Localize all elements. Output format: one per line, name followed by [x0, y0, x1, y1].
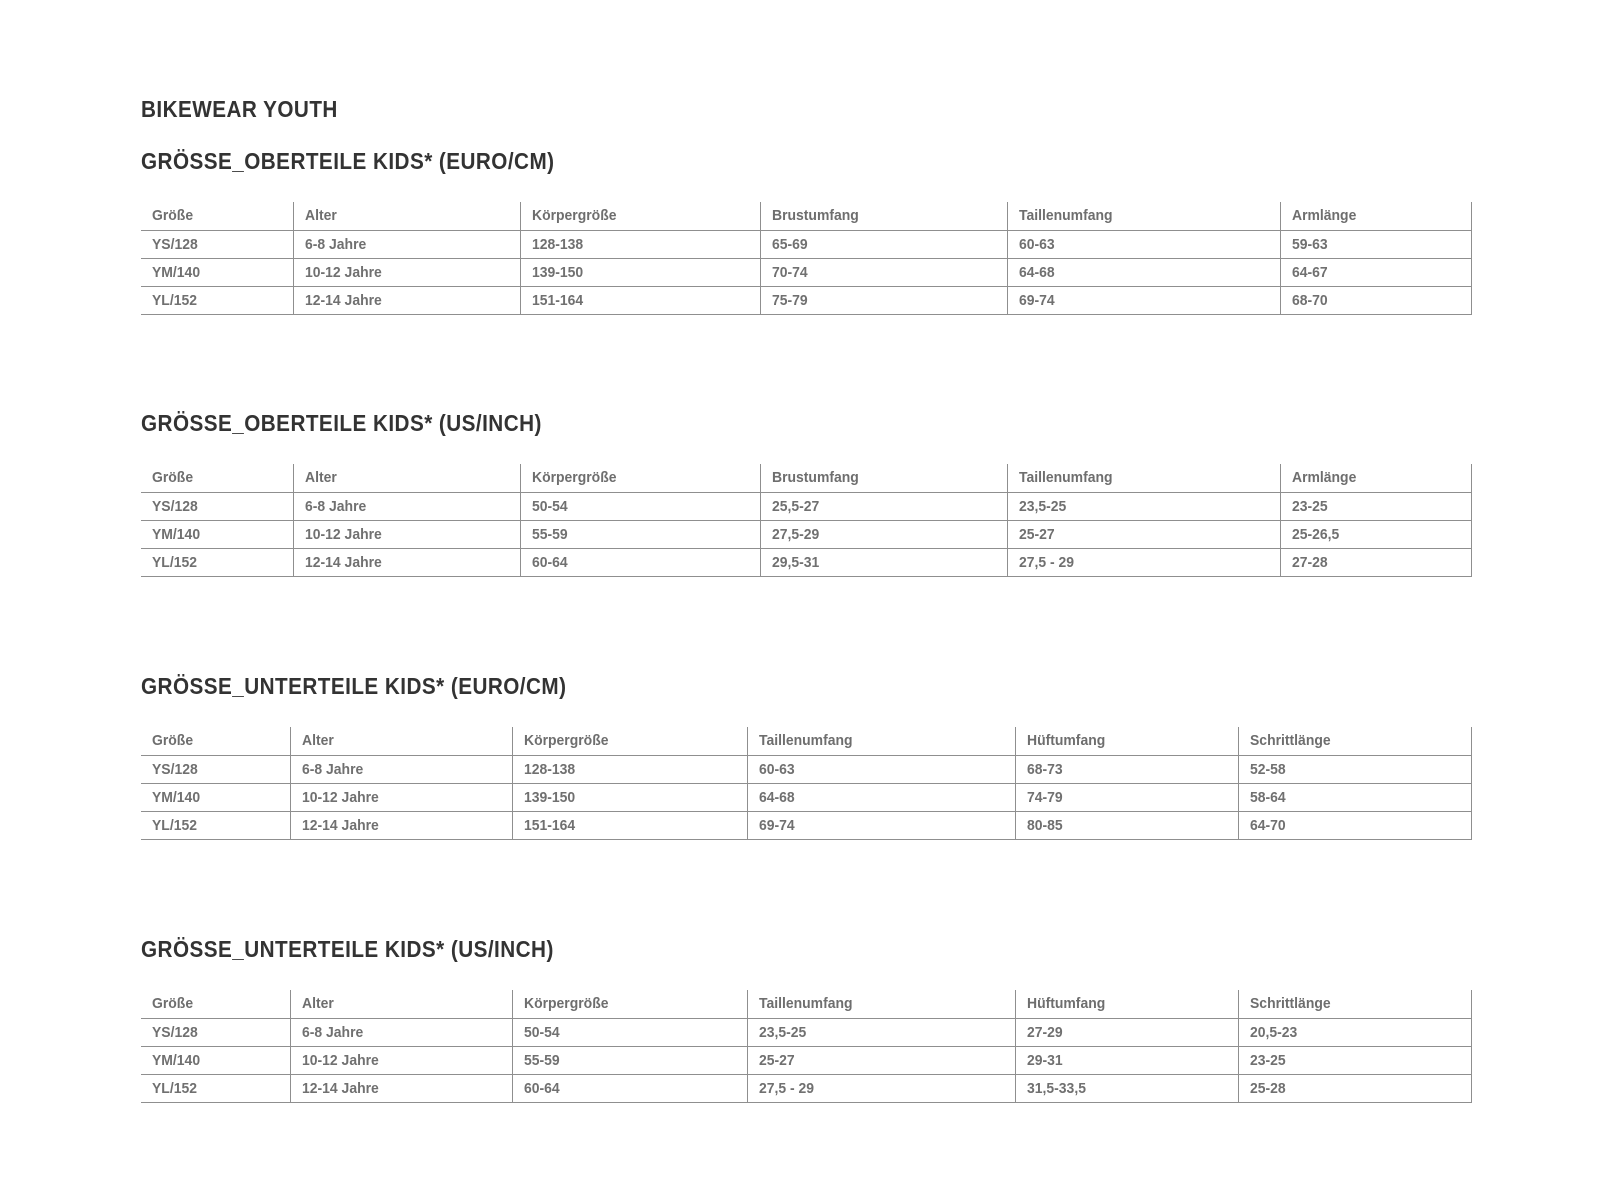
- table-cell: 20,5-23: [1238, 1018, 1471, 1046]
- section-title: GRÖSSE_OBERTEILE KIDS* (EURO/CM): [141, 148, 555, 174]
- table-cell: 69-74: [747, 811, 1015, 839]
- table-cell: 6-8 Jahre: [290, 1018, 512, 1046]
- column-header: Hüftumfang: [1015, 727, 1238, 755]
- table-cell: 12-14 Jahre: [293, 548, 520, 576]
- column-header: Schrittlänge: [1238, 990, 1471, 1018]
- column-header: Größe: [141, 464, 293, 492]
- column-header: Armlänge: [1280, 464, 1471, 492]
- page-title: BIKEWEAR YOUTH: [141, 96, 338, 122]
- table-cell: 60-63: [747, 755, 1015, 783]
- table-cell: 29-31: [1015, 1046, 1238, 1074]
- table-cell: 27,5 - 29: [747, 1074, 1015, 1102]
- table-cell: 59-63: [1280, 230, 1471, 258]
- table-cell: 55-59: [520, 520, 760, 548]
- table-header-row: [141, 990, 1471, 1018]
- column-header: Körpergröße: [512, 727, 747, 755]
- table-row: [141, 258, 1471, 286]
- table-cell: 64-68: [747, 783, 1015, 811]
- table-cell: 12-14 Jahre: [290, 1074, 512, 1102]
- table-cell: 64-70: [1238, 811, 1471, 839]
- table-cell: 50-54: [512, 1018, 747, 1046]
- table-cell: 60-64: [520, 548, 760, 576]
- table-row: [141, 783, 1471, 811]
- column-header: Taillenumfang: [1007, 464, 1280, 492]
- table-cell: 10-12 Jahre: [293, 258, 520, 286]
- table-cell: 151-164: [520, 286, 760, 314]
- column-header: Taillenumfang: [1007, 202, 1280, 230]
- size-table: [141, 727, 1472, 840]
- column-header: Alter: [290, 727, 512, 755]
- table-cell: 6-8 Jahre: [290, 755, 512, 783]
- table-cell: 64-67: [1280, 258, 1471, 286]
- table-header-row: [141, 202, 1471, 230]
- section-title: GRÖSSE_OBERTEILE KIDS* (US/INCH): [141, 410, 542, 436]
- size-table: [141, 202, 1472, 315]
- table-row: [141, 1046, 1471, 1074]
- table-cell: 25-27: [1007, 520, 1280, 548]
- table-cell: 27-28: [1280, 548, 1471, 576]
- table-cell: YS/128: [141, 1018, 290, 1046]
- column-header: Brustumfang: [760, 464, 1007, 492]
- table-cell: 25-28: [1238, 1074, 1471, 1102]
- table-cell: 25-27: [747, 1046, 1015, 1074]
- table-row: [141, 1018, 1471, 1046]
- table-cell: 70-74: [760, 258, 1007, 286]
- table-row: [141, 520, 1471, 548]
- column-header: Körpergröße: [520, 464, 760, 492]
- table-cell: YL/152: [141, 286, 293, 314]
- table-cell: 27-29: [1015, 1018, 1238, 1046]
- section-title: GRÖSSE_UNTERTEILE KIDS* (EURO/CM): [141, 673, 567, 699]
- table-cell: YS/128: [141, 492, 293, 520]
- table-cell: 60-63: [1007, 230, 1280, 258]
- table-cell: 65-69: [760, 230, 1007, 258]
- column-header: Taillenumfang: [747, 990, 1015, 1018]
- column-header: Größe: [141, 202, 293, 230]
- table-cell: 10-12 Jahre: [293, 520, 520, 548]
- table-cell: YL/152: [141, 811, 290, 839]
- table-row: [141, 548, 1471, 576]
- table-cell: 27,5-29: [760, 520, 1007, 548]
- table-cell: 128-138: [520, 230, 760, 258]
- table-header-row: [141, 464, 1471, 492]
- table-cell: 29,5-31: [760, 548, 1007, 576]
- table-cell: YM/140: [141, 783, 290, 811]
- table-cell: 151-164: [512, 811, 747, 839]
- table-cell: 68-70: [1280, 286, 1471, 314]
- table-cell: 23,5-25: [747, 1018, 1015, 1046]
- table-cell: 12-14 Jahre: [290, 811, 512, 839]
- column-header: Schrittlänge: [1238, 727, 1471, 755]
- table-cell: 80-85: [1015, 811, 1238, 839]
- table-cell: YL/152: [141, 1074, 290, 1102]
- table-cell: 69-74: [1007, 286, 1280, 314]
- table-row: [141, 230, 1471, 258]
- column-header: Hüftumfang: [1015, 990, 1238, 1018]
- table-row: [141, 286, 1471, 314]
- table-cell: 139-150: [520, 258, 760, 286]
- section-tops-us: [141, 410, 1471, 571]
- table-cell: 75-79: [760, 286, 1007, 314]
- table-cell: 23-25: [1280, 492, 1471, 520]
- table-cell: YS/128: [141, 755, 290, 783]
- column-header: Körpergröße: [512, 990, 747, 1018]
- column-header: Größe: [141, 990, 290, 1018]
- table-cell: YM/140: [141, 1046, 290, 1074]
- table-cell: 10-12 Jahre: [290, 783, 512, 811]
- table-cell: 12-14 Jahre: [293, 286, 520, 314]
- table-cell: 50-54: [520, 492, 760, 520]
- table-cell: 74-79: [1015, 783, 1238, 811]
- table-cell: YM/140: [141, 258, 293, 286]
- section-bottoms-euro: [141, 673, 1471, 834]
- table-cell: YL/152: [141, 548, 293, 576]
- section-tops-euro: [141, 148, 1471, 309]
- table-row: [141, 755, 1471, 783]
- table-cell: 31,5-33,5: [1015, 1074, 1238, 1102]
- table-cell: 27,5 - 29: [1007, 548, 1280, 576]
- size-table: [141, 464, 1472, 577]
- column-header: Alter: [290, 990, 512, 1018]
- table-cell: 25,5-27: [760, 492, 1007, 520]
- section-title: GRÖSSE_UNTERTEILE KIDS* (US/INCH): [141, 936, 554, 962]
- table-cell: YM/140: [141, 520, 293, 548]
- table-header-row: [141, 727, 1471, 755]
- table-cell: 58-64: [1238, 783, 1471, 811]
- table-cell: 52-58: [1238, 755, 1471, 783]
- table-cell: 6-8 Jahre: [293, 492, 520, 520]
- table-row: [141, 492, 1471, 520]
- column-header: Alter: [293, 464, 520, 492]
- table-cell: 55-59: [512, 1046, 747, 1074]
- table-cell: 68-73: [1015, 755, 1238, 783]
- table-cell: YS/128: [141, 230, 293, 258]
- section-bottoms-us: [141, 936, 1471, 1097]
- table-cell: 64-68: [1007, 258, 1280, 286]
- table-row: [141, 1074, 1471, 1102]
- table-cell: 25-26,5: [1280, 520, 1471, 548]
- table-row: [141, 811, 1471, 839]
- table-cell: 128-138: [512, 755, 747, 783]
- table-cell: 6-8 Jahre: [293, 230, 520, 258]
- size-table: [141, 990, 1472, 1103]
- column-header: Brustumfang: [760, 202, 1007, 230]
- table-cell: 23-25: [1238, 1046, 1471, 1074]
- table-cell: 139-150: [512, 783, 747, 811]
- column-header: Körpergröße: [520, 202, 760, 230]
- column-header: Taillenumfang: [747, 727, 1015, 755]
- column-header: Alter: [293, 202, 520, 230]
- table-cell: 10-12 Jahre: [290, 1046, 512, 1074]
- table-cell: 60-64: [512, 1074, 747, 1102]
- table-cell: 23,5-25: [1007, 492, 1280, 520]
- column-header: Größe: [141, 727, 290, 755]
- column-header: Armlänge: [1280, 202, 1471, 230]
